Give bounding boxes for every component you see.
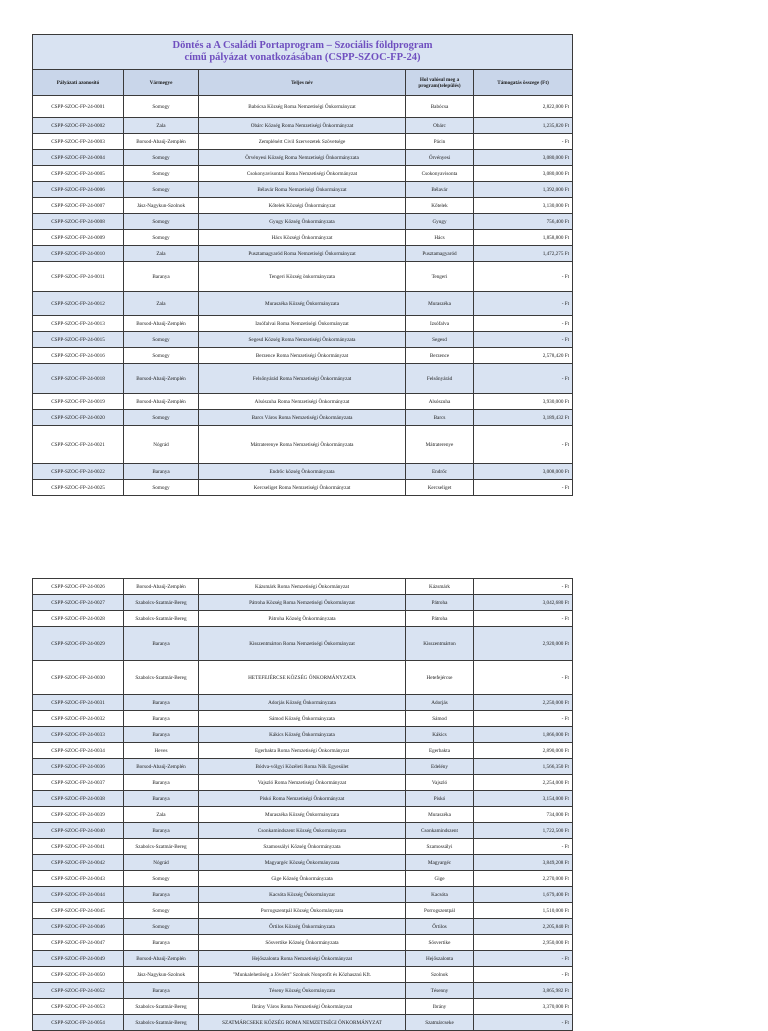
cell-application-id: CSPP-SZOC-FP-24-0010 [33,246,124,262]
table-row [33,579,573,595]
cell-settlement: Babócsa [406,96,474,118]
cell-grant-amount: - Ft [474,1015,573,1031]
cell-settlement: Gyugy [406,214,474,230]
cell-county: Somogy [124,480,199,496]
cell-county: Baranya [124,727,199,743]
cell-full-name: Csokonyavisontai Roma Nemzetiségi Önkormányzat [199,166,406,182]
cell-full-name: Örvényesi Község Roma Nemzetiségi Önkormányzata [199,150,406,166]
column-header-place: Hol valósul meg a program(település) [406,70,474,96]
table-row [33,348,573,364]
cell-county: Borsod-Abaúj-Zemplén [124,364,199,394]
table-row [33,967,573,983]
cell-grant-amount: 2,578,420 Ft [474,348,573,364]
cell-application-id: CSPP-SZOC-FP-24-0027 [33,595,124,611]
table-row [33,759,573,775]
cell-settlement: Kázsmárk [406,579,474,595]
table-row [33,903,573,919]
cell-grant-amount: 2,950,000 Ft [474,935,573,951]
cell-application-id: CSPP-SZOC-FP-24-0002 [33,118,124,134]
cell-county: Zala [124,118,199,134]
cell-settlement: Hács [406,230,474,246]
cell-county: Baranya [124,983,199,999]
cell-county: Szabolcs-Szatmár-Bereg [124,611,199,627]
cell-application-id: CSPP-SZOC-FP-24-0054 [33,1015,124,1031]
cell-county: Baranya [124,711,199,727]
cell-grant-amount: - Ft [474,364,573,394]
cell-full-name: Csonkamindszent Község Önkormányzata [199,823,406,839]
table-row [33,410,573,426]
cell-settlement: Bélavár [406,182,474,198]
title-line-2: című pályázat vonatkozásában (CSPP-SZOC-FP-24) [184,52,421,63]
cell-grant-amount: 1,722,500 Ft [474,823,573,839]
table-row [33,394,573,410]
cell-grant-amount: - Ft [474,426,573,464]
cell-full-name: Muraszéka Község Önkormányzata [199,807,406,823]
cell-settlement: Barcs [406,410,474,426]
cell-full-name: Vajszló Roma Nemzetiségi Önkormányzat [199,775,406,791]
cell-grant-amount: - Ft [474,480,573,496]
table-row [33,871,573,887]
cell-settlement: Porrogszentpál [406,903,474,919]
cell-settlement: Kacsóta [406,887,474,903]
cell-full-name: Zemplénért Civil Szervezetek Szövetsége [199,134,406,150]
cell-application-id: CSPP-SZOC-FP-24-0015 [33,332,124,348]
cell-settlement: Endrőc [406,464,474,480]
cell-application-id: CSPP-SZOC-FP-24-0041 [33,839,124,855]
cell-county: Jász-Nagykun-Szolnok [124,967,199,983]
table-row [33,627,573,661]
cell-application-id: CSPP-SZOC-FP-24-0036 [33,759,124,775]
cell-full-name: Kőtelek Községi Önkormányzat [199,198,406,214]
cell-grant-amount: 1,858,800 Ft [474,230,573,246]
cell-full-name: Segesd Község Roma Nemzetiségi Önkormányzata [199,332,406,348]
cell-application-id: CSPP-SZOC-FP-24-0043 [33,871,124,887]
cell-settlement: Sámod [406,711,474,727]
cell-grant-amount: 756,400 Ft [474,214,573,230]
cell-application-id: CSPP-SZOC-FP-24-0006 [33,182,124,198]
cell-full-name: Gyugy Község Önkormányzata [199,214,406,230]
cell-full-name: Sámod Község Önkormányzata [199,711,406,727]
cell-county: Somogy [124,182,199,198]
cell-application-id: CSPP-SZOC-FP-24-0016 [33,348,124,364]
cell-application-id: CSPP-SZOC-FP-24-0005 [33,166,124,182]
cell-settlement: Tésenny [406,983,474,999]
cell-grant-amount: 3,042,680 Ft [474,595,573,611]
table-row [33,166,573,182]
table-row [33,464,573,480]
cell-full-name: Mátraterenye Roma Nemzetiségi Önkormányzata [199,426,406,464]
cell-settlement: Sösvertike [406,935,474,951]
cell-grant-amount: - Ft [474,839,573,855]
table-row [33,919,573,935]
cell-full-name: HETEFEJÉRCSE KÖZSÉG ÖNKORMÁNYZATA [199,661,406,695]
cell-full-name: Kacsóta Község Önkormányzat [199,887,406,903]
cell-grant-amount: 2,254,000 Ft [474,775,573,791]
cell-settlement: Berzence [406,348,474,364]
cell-grant-amount: 1,472,275 Ft [474,246,573,262]
cell-settlement: Magyargéc [406,855,474,871]
cell-grant-amount: - Ft [474,951,573,967]
cell-full-name: Egerbakta Roma Nemzetiségi Önkormányzat [199,743,406,759]
cell-application-id: CSPP-SZOC-FP-24-0022 [33,464,124,480]
cell-application-id: CSPP-SZOC-FP-24-0028 [33,611,124,627]
cell-application-id: CSPP-SZOC-FP-24-0007 [33,198,124,214]
table-row [33,711,573,727]
cell-county: Somogy [124,871,199,887]
cell-settlement: Vajszló [406,775,474,791]
cell-county: Nógrád [124,426,199,464]
cell-grant-amount: 3,080,000 Ft [474,150,573,166]
cell-grant-amount: - Ft [474,611,573,627]
table-body-page-1 [33,96,573,496]
cell-full-name: Sösvertike Község Önkormányzata [199,935,406,951]
cell-county: Szabolcs-Szatmár-Bereg [124,839,199,855]
cell-county: Szabolcs-Szatmár-Bereg [124,661,199,695]
table-row [33,96,573,118]
cell-grant-amount: 2,270,000 Ft [474,871,573,887]
cell-application-id: CSPP-SZOC-FP-24-0034 [33,743,124,759]
cell-grant-amount: 3,865,982 Ft [474,983,573,999]
cell-application-id: CSPP-SZOC-FP-24-0037 [33,775,124,791]
cell-full-name: Kázsmárk Roma Nemzetiségi Önkormányzat [199,579,406,595]
cell-settlement: Szolnok [406,967,474,983]
cell-application-id: CSPP-SZOC-FP-24-0042 [33,855,124,871]
cell-application-id: CSPP-SZOC-FP-24-0046 [33,919,124,935]
cell-grant-amount: - Ft [474,134,573,150]
cell-application-id: CSPP-SZOC-FP-24-0050 [33,967,124,983]
cell-grant-amount: - Ft [474,332,573,348]
table-row [33,727,573,743]
table-row [33,364,573,394]
cell-county: Somogy [124,96,199,118]
table-row [33,983,573,999]
cell-full-name: Ibrány Város Roma Nemzetiségi Önkormányzat [199,999,406,1015]
cell-grant-amount: 3,008,000 Ft [474,464,573,480]
cell-grant-amount: 2,205,840 Ft [474,919,573,935]
table-row [33,230,573,246]
cell-full-name: Endrőc község Önkormányzata [199,464,406,480]
cell-settlement: Pácin [406,134,474,150]
cell-full-name: Kercseliget Roma Nemzetiségi Önkormányzat [199,480,406,496]
table-row [33,262,573,292]
cell-settlement: Hejőszalonta [406,951,474,967]
cell-application-id: CSPP-SZOC-FP-24-0049 [33,951,124,967]
cell-full-name: Piskó Roma Nemzetiségi Önkormányzat [199,791,406,807]
cell-settlement: Szatmárcseke [406,1015,474,1031]
cell-grant-amount: 2,920,000 Ft [474,627,573,661]
cell-settlement: Őrtilos [406,919,474,935]
cell-settlement: Izsófalva [406,316,474,332]
cell-application-id: CSPP-SZOC-FP-24-0053 [33,999,124,1015]
cell-settlement: Egerbakta [406,743,474,759]
cell-full-name: Barcs Város Roma Nemzetiségi Önkormányzata [199,410,406,426]
table-row [33,855,573,871]
cell-full-name: Berzence Roma Nemzetiségi Önkormányzat [199,348,406,364]
title-line-1: Döntés a A Családi Portaprogram – Szociális földprogram [172,40,433,51]
cell-settlement: Ibrány [406,999,474,1015]
cell-full-name: SZATMÁRCSEKE KÖZSÉG ROMA NEMZETISÉGI ÖNKORMÁNYZAT [199,1015,406,1031]
cell-county: Szabolcs-Szatmár-Bereg [124,1015,199,1031]
cell-county: Baranya [124,695,199,711]
cell-settlement: Mátraterenye [406,426,474,464]
cell-application-id: CSPP-SZOC-FP-24-0032 [33,711,124,727]
table-row [33,1015,573,1031]
title-row [33,35,573,70]
cell-county: Szabolcs-Szatmár-Bereg [124,999,199,1015]
cell-full-name: Pusztamagyaród Roma Nemzetiségi Önkormányzat [199,246,406,262]
cell-application-id: CSPP-SZOC-FP-24-0031 [33,695,124,711]
cell-settlement: Adorjás [406,695,474,711]
document-title [33,35,573,70]
column-header-id: Pályázati azonosító [33,70,124,96]
cell-settlement: Kisszentmárton [406,627,474,661]
table-row [33,951,573,967]
cell-county: Somogy [124,166,199,182]
cell-grant-amount: - Ft [474,967,573,983]
cell-settlement: Edelény [406,759,474,775]
table-row [33,791,573,807]
cell-county: Somogy [124,903,199,919]
cell-grant-amount: 2,250,000 Ft [474,695,573,711]
cell-application-id: CSPP-SZOC-FP-24-0026 [33,579,124,595]
cell-settlement: Felsőnyárád [406,364,474,394]
cell-grant-amount: 3,370,000 Ft [474,999,573,1015]
cell-county: Nógrád [124,855,199,871]
cell-grant-amount: 3,849,208 Ft [474,855,573,871]
cell-full-name: Kákics Község Önkormányzata [199,727,406,743]
table-row [33,480,573,496]
cell-grant-amount: - Ft [474,661,573,695]
cell-full-name: Téseny Község Önkormányzata [199,983,406,999]
cell-full-name: Obárc Község Roma Nemzetiségi Önkormányzat [199,118,406,134]
cell-application-id: CSPP-SZOC-FP-24-0008 [33,214,124,230]
cell-grant-amount: - Ft [474,292,573,316]
column-header-county: Vármegye [124,70,199,96]
cell-county: Borsod-Abaúj-Zemplén [124,316,199,332]
cell-full-name: Felsőnyárád Roma Nemzetiségi Önkormányzat [199,364,406,394]
column-header-name: Teljes név [199,70,406,96]
table-row [33,743,573,759]
cell-application-id: CSPP-SZOC-FP-24-0021 [33,426,124,464]
cell-grant-amount: 2,890,000 Ft [474,743,573,759]
cell-full-name: Hács Községi Önkormányzat [199,230,406,246]
cell-full-name: Tengeri Község önkormányzata [199,262,406,292]
table-row [33,823,573,839]
cell-settlement: Alsószuha [406,394,474,410]
cell-full-name: Hejőszalonta Roma Nemzetiségi Önkormányzat [199,951,406,967]
cell-settlement: Hetefejércse [406,661,474,695]
cell-county: Borsod-Abaúj-Zemplén [124,759,199,775]
cell-application-id: CSPP-SZOC-FP-24-0040 [33,823,124,839]
table-row [33,839,573,855]
cell-grant-amount: - Ft [474,316,573,332]
cell-settlement: Örvényesi [406,150,474,166]
cell-settlement: Pusztamagyaród [406,246,474,262]
cell-grant-amount: 1,566,350 Ft [474,759,573,775]
cell-grant-amount: 3,130,000 Ft [474,198,573,214]
cell-county: Zala [124,246,199,262]
cell-full-name: Kisszentmárton Roma Nemzetiségi Önkormányzat [199,627,406,661]
column-header-amount: Támogatás összege (Ft) [474,70,573,96]
cell-full-name: Gige Község Önkormányzata [199,871,406,887]
cell-settlement: Segesd [406,332,474,348]
table-row [33,935,573,951]
cell-application-id: CSPP-SZOC-FP-24-0044 [33,887,124,903]
table-row [33,695,573,711]
cell-application-id: CSPP-SZOC-FP-24-0033 [33,727,124,743]
cell-application-id: CSPP-SZOC-FP-24-0001 [33,96,124,118]
cell-grant-amount: 1,679,400 Ft [474,887,573,903]
cell-settlement: Gige [406,871,474,887]
cell-county: Baranya [124,464,199,480]
cell-county: Borsod-Abaúj-Zemplén [124,394,199,410]
cell-application-id: CSPP-SZOC-FP-24-0012 [33,292,124,316]
cell-full-name: Muraszéka Község Önkormányzata [199,292,406,316]
table-row [33,118,573,134]
cell-application-id: CSPP-SZOC-FP-24-0009 [33,230,124,246]
cell-settlement: Kákics [406,727,474,743]
cell-grant-amount: 2,822,000 Ft [474,96,573,118]
cell-settlement: Tengeri [406,262,474,292]
cell-application-id: CSPP-SZOC-FP-24-0047 [33,935,124,951]
cell-grant-amount: - Ft [474,711,573,727]
cell-county: Baranya [124,887,199,903]
cell-county: Zala [124,292,199,316]
table-row [33,246,573,262]
cell-application-id: CSPP-SZOC-FP-24-0019 [33,394,124,410]
cell-county: Szabolcs-Szatmár-Bereg [124,595,199,611]
cell-settlement: Csokonyavisonta [406,166,474,182]
cell-grant-amount: 3,080,000 Ft [474,166,573,182]
table-row [33,292,573,316]
cell-grant-amount: 1,392,000 Ft [474,182,573,198]
cell-full-name: "Munkalehetőség a Jövőért" Szolnok Nonprofit és Közhasznú Kft. [199,967,406,983]
cell-grant-amount: - Ft [474,579,573,595]
table-row [33,332,573,348]
cell-county: Somogy [124,919,199,935]
cell-settlement: Pátroha [406,611,474,627]
cell-grant-amount: 1,866,000 Ft [474,727,573,743]
grant-decision-table [32,34,573,496]
cell-full-name: Bódva-völgyi Közéleti Roma Nők Egyesület [199,759,406,775]
cell-grant-amount: 3,930,000 Ft [474,394,573,410]
table-row [33,316,573,332]
table-row [33,611,573,627]
cell-application-id: CSPP-SZOC-FP-24-0025 [33,480,124,496]
cell-application-id: CSPP-SZOC-FP-24-0004 [33,150,124,166]
cell-settlement: Kőtelek [406,198,474,214]
cell-settlement: Kercseliget [406,480,474,496]
cell-county: Somogy [124,150,199,166]
cell-county: Jász-Nagykun-Szolnok [124,198,199,214]
table-body-page-2 [33,579,573,1031]
cell-full-name: Porrogszentpál Község Önkormányzata [199,903,406,919]
cell-county: Baranya [124,262,199,292]
table-row [33,150,573,166]
cell-full-name: Adorjás Község Önkormányzata [199,695,406,711]
table-row [33,807,573,823]
cell-application-id: CSPP-SZOC-FP-24-0029 [33,627,124,661]
cell-grant-amount: 1,235,820 Ft [474,118,573,134]
cell-county: Baranya [124,935,199,951]
table-row [33,214,573,230]
cell-county: Somogy [124,332,199,348]
cell-application-id: CSPP-SZOC-FP-24-0003 [33,134,124,150]
cell-settlement: Muraszéka [406,807,474,823]
cell-full-name: Alsószuha Roma Nemzetiségi Önkormányzat [199,394,406,410]
cell-grant-amount: 1,510,000 Ft [474,903,573,919]
cell-application-id: CSPP-SZOC-FP-24-0030 [33,661,124,695]
cell-application-id: CSPP-SZOC-FP-24-0020 [33,410,124,426]
table-row [33,887,573,903]
cell-county: Borsod-Abaúj-Zemplén [124,134,199,150]
cell-county: Baranya [124,627,199,661]
table-row [33,134,573,150]
table-row [33,198,573,214]
cell-county: Somogy [124,214,199,230]
cell-full-name: Babócsa Község Roma Nemzetiségi Önkormányzat [199,96,406,118]
table-row [33,426,573,464]
cell-full-name: Pátroha Község Önkormányzata [199,611,406,627]
grant-decision-table-continued [32,578,573,1031]
cell-grant-amount: 734,000 Ft [474,807,573,823]
cell-grant-amount: 3,189,432 Ft [474,410,573,426]
cell-county: Baranya [124,791,199,807]
cell-settlement: Muraszéka [406,292,474,316]
cell-county: Borsod-Abaúj-Zemplén [124,579,199,595]
cell-application-id: CSPP-SZOC-FP-24-0013 [33,316,124,332]
cell-application-id: CSPP-SZOC-FP-24-0038 [33,791,124,807]
cell-settlement: Szamossályi [406,839,474,855]
cell-full-name: Pátroha Község Roma Nemzetiségi Önkormányzat [199,595,406,611]
cell-settlement: Pátroha [406,595,474,611]
table-row [33,775,573,791]
table-row [33,999,573,1015]
cell-county: Baranya [124,775,199,791]
cell-application-id: CSPP-SZOC-FP-24-0011 [33,262,124,292]
cell-county: Somogy [124,410,199,426]
cell-full-name: Izsófalvai Roma Nemzetiségi Önkormányzat [199,316,406,332]
cell-settlement: Obárc [406,118,474,134]
cell-county: Zala [124,807,199,823]
cell-full-name: Szamossályi Község Önkormányzata [199,839,406,855]
cell-county: Heves [124,743,199,759]
column-header-row [33,70,573,96]
cell-full-name: Magyargéc Község Önkormányzata [199,855,406,871]
cell-grant-amount: 3,154,000 Ft [474,791,573,807]
cell-full-name: Bélavár Roma Nemzetiségi Önkormányzat [199,182,406,198]
table-row [33,182,573,198]
cell-grant-amount: - Ft [474,262,573,292]
cell-county: Somogy [124,230,199,246]
table-row [33,661,573,695]
cell-settlement: Csonkamindszent [406,823,474,839]
cell-application-id: CSPP-SZOC-FP-24-0018 [33,364,124,394]
cell-county: Borsod-Abaúj-Zemplén [124,951,199,967]
cell-county: Somogy [124,348,199,364]
cell-settlement: Piskó [406,791,474,807]
cell-application-id: CSPP-SZOC-FP-24-0039 [33,807,124,823]
cell-application-id: CSPP-SZOC-FP-24-0045 [33,903,124,919]
cell-full-name: Őrtilos Község Önkormányzata [199,919,406,935]
table-row [33,595,573,611]
cell-county: Baranya [124,823,199,839]
cell-application-id: CSPP-SZOC-FP-24-0052 [33,983,124,999]
